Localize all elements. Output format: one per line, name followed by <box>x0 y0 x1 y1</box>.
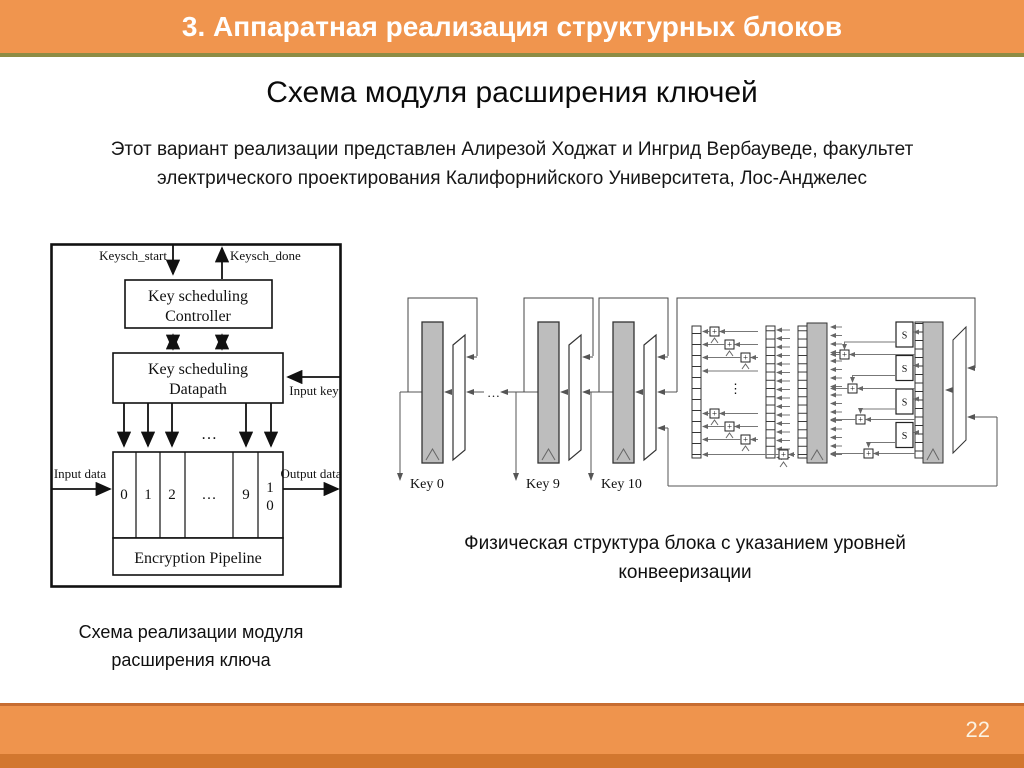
fringe-arrows <box>831 327 842 455</box>
xor-label: + <box>726 339 733 350</box>
byte-arrows <box>777 330 790 458</box>
stage-9: 9 <box>242 487 250 503</box>
input-key-label: Input key <box>289 383 339 398</box>
subtitle-text: Этот вариант реализации представлен Алирезой Ходжат и Ингрид Вербауведе, факультет электрического проектирования Калифорнийского Университета, Лос-Анджелес <box>110 139 914 190</box>
register-bar <box>923 322 943 463</box>
physical-structure-diagram <box>383 290 1003 496</box>
sbox-label: S <box>901 431 908 442</box>
right-diagram-caption: Физическая структура блока с указанием уровней конвееризации <box>464 533 906 583</box>
key-stage-9 <box>501 298 613 492</box>
page-title: Схема модуля расширения ключей <box>266 76 758 109</box>
mux <box>453 335 465 460</box>
key10-label: Key 10 <box>601 477 642 492</box>
controller-label-1: Key scheduling <box>148 288 248 305</box>
slide-header-bar <box>0 0 1024 57</box>
stage-ellipsis: … <box>487 385 500 400</box>
stage-0: 0 <box>120 487 128 503</box>
key-stage-10 <box>591 298 677 492</box>
encryption-pipeline-label: Encryption Pipeline <box>134 550 262 567</box>
feedback-wires <box>668 298 997 486</box>
xor-label: + <box>742 434 749 445</box>
keysch-start-label: Keysch_start <box>99 248 167 263</box>
register-bar <box>538 322 559 463</box>
stage-dots: … <box>201 487 217 503</box>
slide-footer-bar <box>0 703 1024 768</box>
state-cell-column <box>798 326 807 458</box>
xor-chain-left-bottom <box>703 409 795 468</box>
register-bar <box>422 322 443 463</box>
key-stage-0 <box>400 298 484 492</box>
stage-10-bottom: 0 <box>266 498 274 514</box>
xor-label: + <box>849 383 856 394</box>
register-bar <box>807 323 827 463</box>
round-function-block <box>692 322 966 467</box>
stage-1: 1 <box>144 487 152 503</box>
sbox-label: S <box>901 330 908 342</box>
output-data-label: Output data <box>280 466 342 481</box>
key0-label: Key 0 <box>410 477 444 492</box>
header-title: 3. Аппаратная реализация структурных блоков <box>181 10 843 42</box>
left-diagram-caption: Схема реализации модуля расширения ключа <box>78 622 304 670</box>
stage-10-top: 1 <box>266 480 274 496</box>
datapath-label-1: Key scheduling <box>148 361 248 378</box>
xor-label: + <box>742 352 749 363</box>
stage-2: 2 <box>168 487 176 503</box>
xor-label: + <box>780 449 787 460</box>
xor-label: + <box>865 448 872 459</box>
mux <box>644 335 656 460</box>
mux <box>953 327 966 453</box>
datapath-label-2: Datapath <box>169 381 227 398</box>
vertical-ellipsis: ⋮ <box>729 381 742 396</box>
input-data-label: Input data <box>53 466 107 481</box>
keysch-done-label: Keysch_done <box>230 248 301 263</box>
arrows-ellipsis: … <box>201 426 217 443</box>
register-bar <box>613 322 634 463</box>
round-key-arrows <box>124 403 271 446</box>
output-cell-column <box>692 326 701 458</box>
xor-label: + <box>841 349 848 360</box>
sbox-label: S <box>901 397 908 409</box>
xor-label: + <box>711 326 718 337</box>
page-number: 22 <box>965 717 990 742</box>
sbox-label: S <box>901 364 908 375</box>
key-cell-column <box>915 322 923 458</box>
xor-label: + <box>857 414 864 425</box>
xor-chain-left-top <box>703 327 758 372</box>
xor-label: + <box>711 408 718 419</box>
controller-label-2: Controller <box>165 308 231 325</box>
xor-label: + <box>726 421 733 432</box>
mux <box>569 335 581 460</box>
mid-cell-column <box>766 326 775 458</box>
key-expansion-block-diagram <box>50 243 342 589</box>
key9-label: Key 9 <box>526 477 560 492</box>
footer-accent-strip <box>0 754 1024 768</box>
